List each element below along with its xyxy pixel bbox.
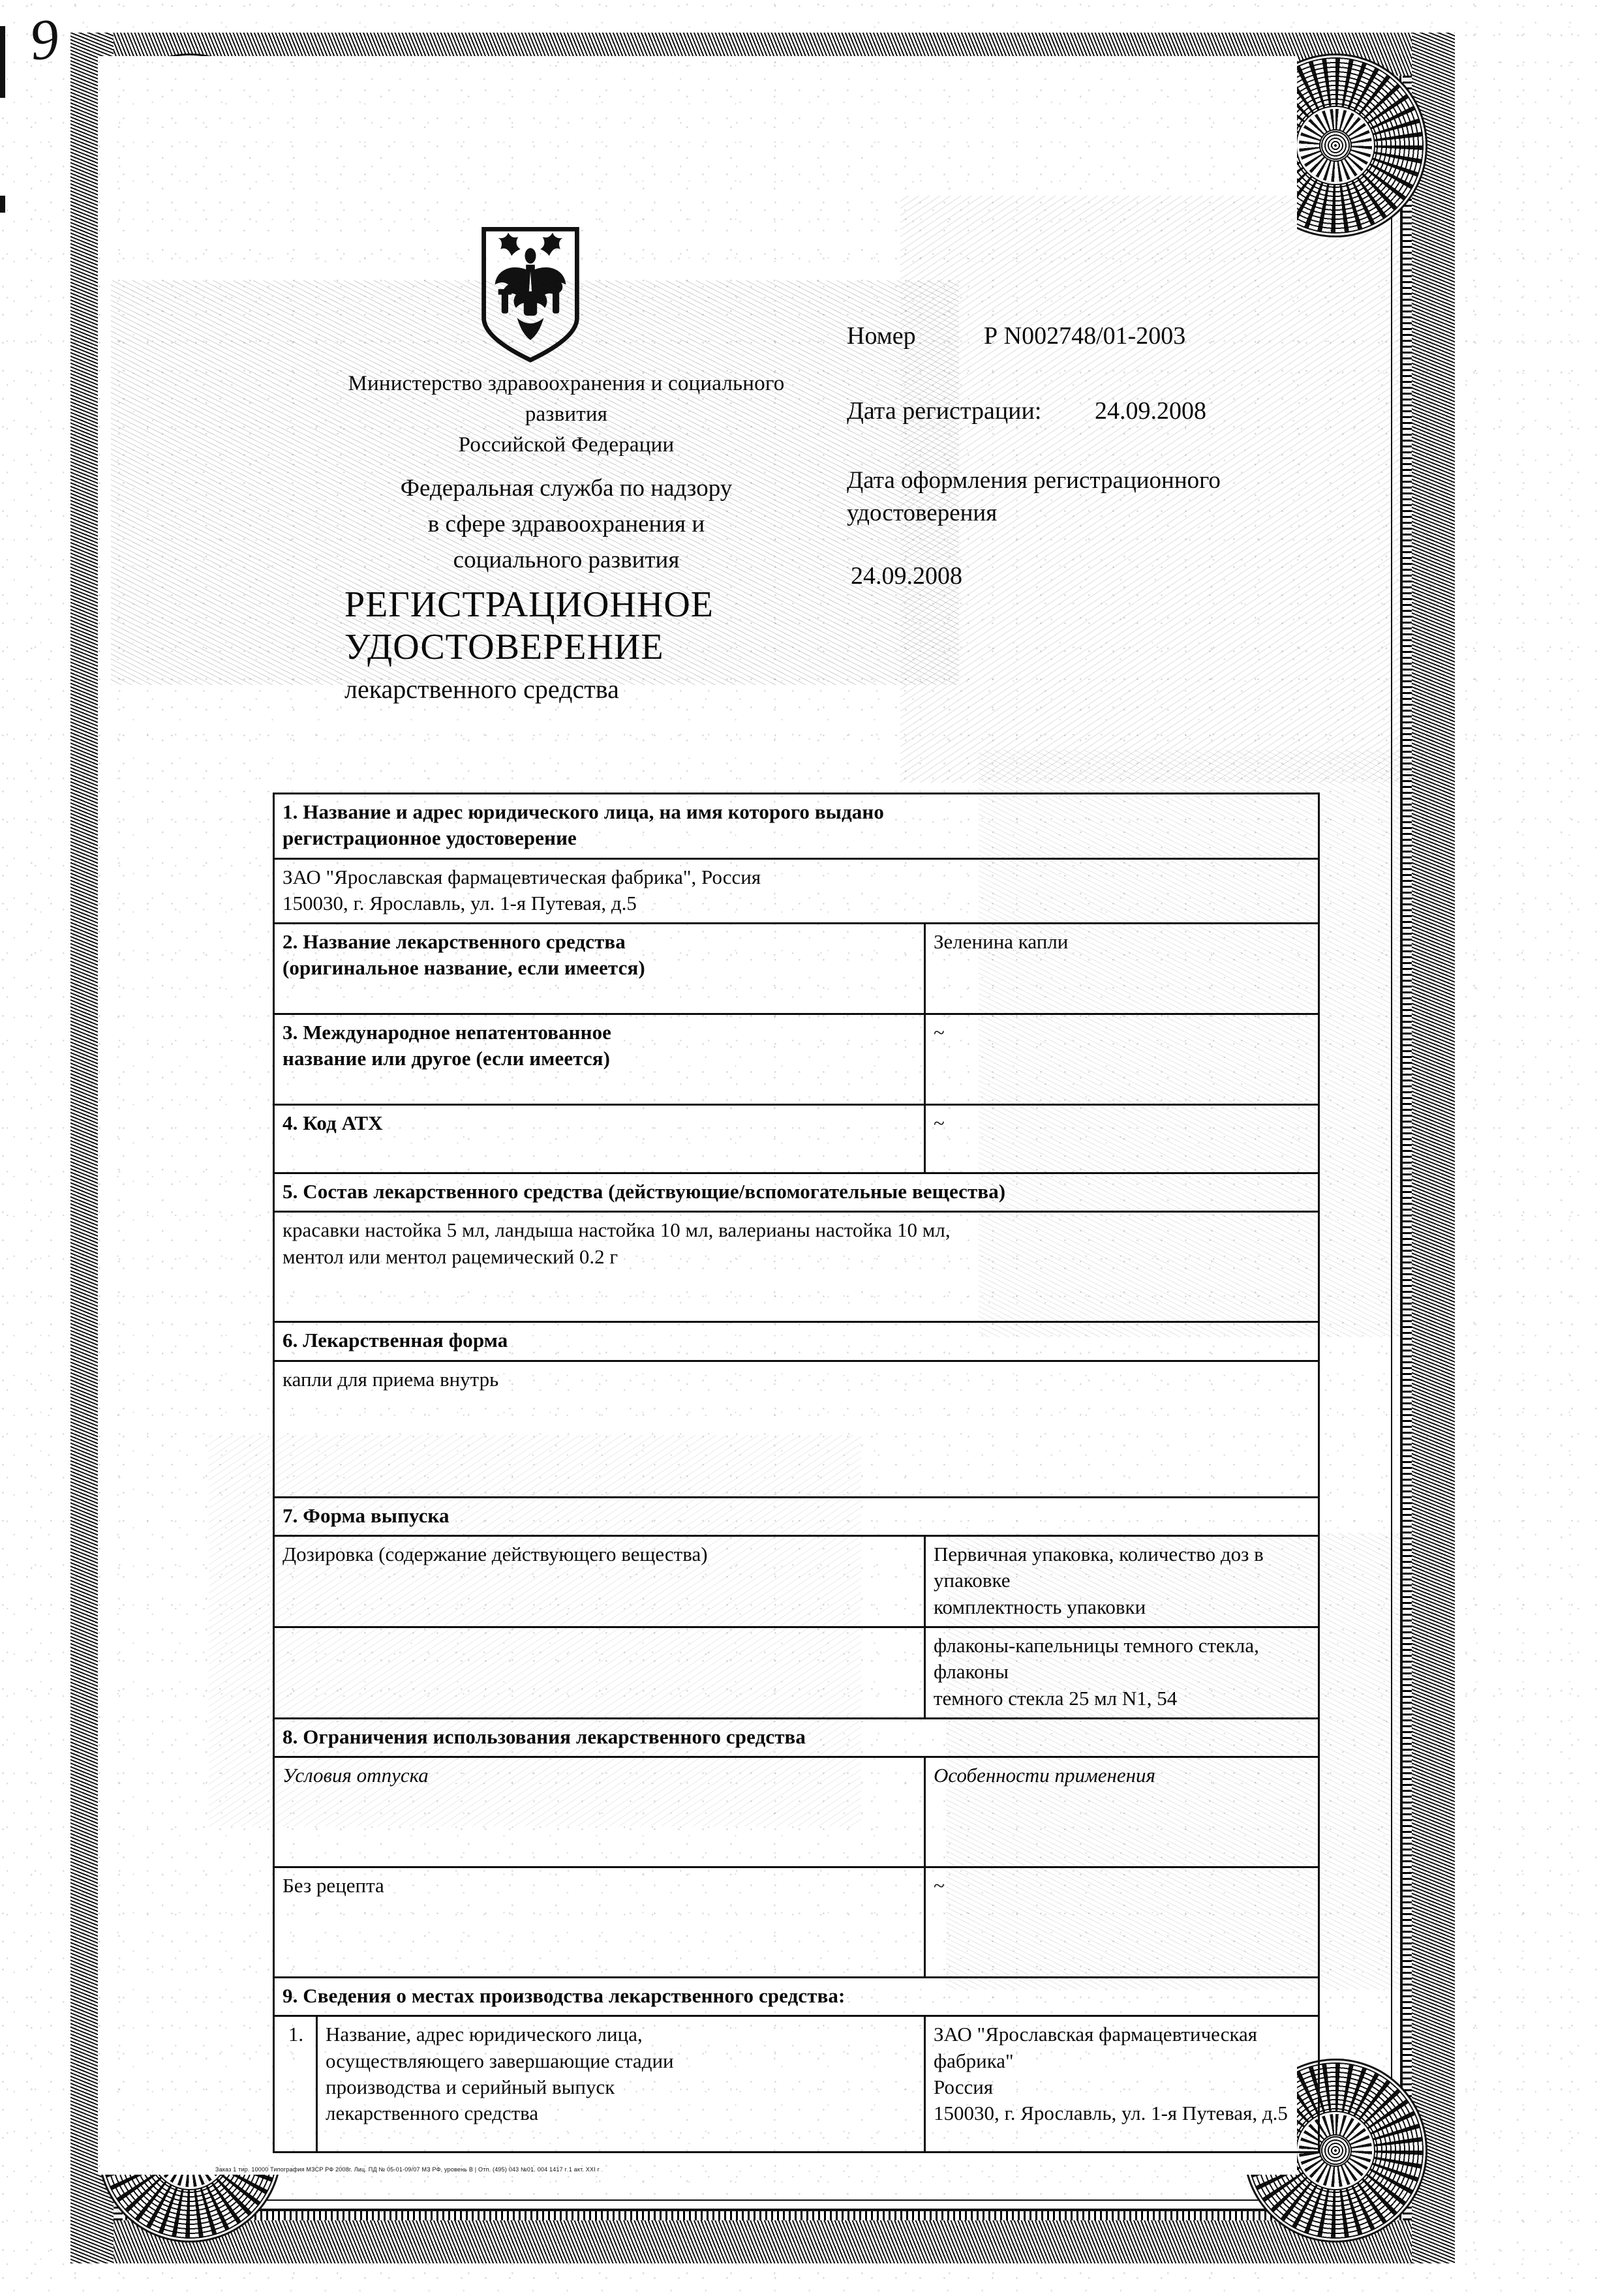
- document-title-line-2: УДОСТОВЕРЕНИЕ: [344, 626, 664, 667]
- section-9-description-line-2: осуществляющего завершающие стадии: [326, 2049, 674, 2072]
- section-5-title: 5. Состав лекарственного средства (действующие/вспомогательные вещества): [274, 1173, 1319, 1212]
- section-5-value: [274, 1212, 1319, 1322]
- table-row-section-8-headers: [274, 1757, 1319, 1867]
- section-3-title-line-1: 3. Международное непатентованное: [282, 1021, 612, 1044]
- table-row-section-1-title: [274, 794, 1319, 859]
- handwritten-corner-mark: 9: [26, 7, 62, 74]
- table-row-section-5-title: [274, 1173, 1319, 1212]
- section-8-dispensing-header: Условия отпуска: [274, 1757, 925, 1867]
- table-row-section-6-title: [274, 1322, 1319, 1361]
- section-8-usage-header: Особенности применения: [925, 1757, 1319, 1867]
- section-7-packaging-line-1: флаконы-капельницы темного стекла, флаконы: [934, 1633, 1259, 1684]
- section-7-dosage-value: [274, 1627, 925, 1718]
- section-9-manufacturer-line-2: Россия: [934, 2076, 994, 2099]
- section-2-value: Зеленина капли: [925, 924, 1319, 1014]
- table-row-section-4: [274, 1105, 1319, 1173]
- section-3-title-line-2: название или другое (если имеется): [282, 1047, 611, 1070]
- section-8-title: 8. Ограничения использования лекарственного средства: [274, 1718, 1319, 1757]
- section-3-value: ~: [925, 1014, 1319, 1105]
- section-4-title: 4. Код АТХ: [274, 1105, 925, 1173]
- agency-line-2: в сфере здравоохранения и: [427, 510, 705, 537]
- table-row-section-8-values: [274, 1867, 1319, 1978]
- document-title: [286, 584, 860, 706]
- agency-name: [286, 471, 847, 578]
- section-7-title: 7. Форма выпуска: [274, 1497, 1319, 1535]
- section-6-value: капли для приема внутрь: [274, 1361, 1319, 1497]
- issue-date-value: 24.09.2008: [851, 562, 962, 590]
- section-7-column-2-header-line-1: Первичная упаковка, количество доз в упаковке: [934, 1543, 1264, 1592]
- section-1-value-line-2: 150030, г. Ярославль, ул. 1-я Путевая, д.5: [282, 891, 637, 914]
- table-row-section-7-data: [274, 1627, 1319, 1718]
- registration-date-label: Дата регистрации:: [847, 397, 1042, 425]
- section-1-title-line-2: регистрационное удостоверение: [282, 826, 577, 850]
- section-9-manufacturer-value: [925, 2016, 1319, 2152]
- section-9-description-line-4: лекарственного средства: [326, 2102, 539, 2125]
- section-7-packaging-line-2: темного стекла 25 мл N1, 54: [934, 1686, 1178, 1710]
- section-8-dispensing-value: Без рецепта: [274, 1867, 925, 1978]
- section-5-value-line-2: ментол или ментол рацемический 0.2 г: [282, 1245, 618, 1268]
- table-row-section-7-headers: [274, 1536, 1319, 1627]
- document-title-subtitle: лекарственного средства: [344, 674, 619, 704]
- table-row-section-9-manufacturer: [274, 2016, 1319, 2152]
- registration-date-row: [847, 395, 1356, 428]
- section-7-column-1-header: Дозировка (содержание действующего вещества): [274, 1536, 925, 1627]
- section-9-description-line-1: Название, адрес юридического лица,: [326, 2023, 643, 2046]
- registration-date-value: 24.09.2008: [1095, 397, 1206, 425]
- table-row-section-9-title: [274, 1978, 1319, 2016]
- table-row-section-2: [274, 924, 1319, 1014]
- table-row-section-1-value: [274, 858, 1319, 924]
- printer-imprint: Заказ 1 тир. 10000 Типография МЗСР РФ 2008г. Лиц. ПД № 05-01-09/07 МЗ РФ, уровень В | Отп. (495) 043 №01. 004 1417 г 1 акт. XXI г: [215, 2166, 600, 2173]
- registration-form-table: [273, 793, 1320, 2153]
- agency-line-3: социального развития: [453, 546, 680, 573]
- section-9-row-number: 1.: [274, 2016, 317, 2152]
- section-5-value-line-1: красавки настойка 5 мл, ландыша настойка 10 мл, валерианы настойка 10 мл,: [282, 1218, 951, 1242]
- ministry-line-2: развития: [525, 402, 608, 426]
- section-1-title-line-1: 1. Название и адрес юридического лица, на имя которого выдано: [282, 800, 884, 823]
- table-row-section-5-value: [274, 1212, 1319, 1322]
- issue-date-row: [847, 464, 1356, 594]
- registration-number-value: Р N002748/01-2003: [984, 322, 1186, 350]
- issue-date-label-line-2: удостоверения: [847, 500, 998, 527]
- section-2-title: [274, 924, 925, 1014]
- edge-tick-lower: [0, 196, 5, 213]
- section-1-value: [274, 858, 1319, 924]
- section-7-packaging-value: [925, 1627, 1319, 1718]
- registration-number-label: Номер: [847, 322, 916, 350]
- section-6-title: 6. Лекарственная форма: [274, 1322, 1319, 1361]
- section-7-column-2-header-line-2: комплектность упаковки: [934, 1595, 1146, 1618]
- section-9-manufacturer-line-1: ЗАО "Ярославская фармацевтическая фабрика": [934, 2023, 1258, 2072]
- section-4-value: ~: [925, 1105, 1319, 1173]
- ministry-line-3: Российской Федерации: [458, 432, 675, 457]
- issue-date-label-line-1: Дата оформления регистрационного: [847, 466, 1221, 494]
- section-2-title-line-1: 2. Название лекарственного средства: [282, 930, 626, 954]
- table-row-section-6-value: [274, 1361, 1319, 1497]
- agency-line-1: Федеральная служба по надзору: [400, 475, 733, 502]
- registration-metadata: [847, 320, 1356, 593]
- section-9-manufacturer-line-3: 150030, г. Ярославль, ул. 1-я Путевая, д.5: [934, 2102, 1288, 2125]
- ministry-line-1: Министерство здравоохранения и социального: [348, 372, 785, 395]
- section-2-title-line-2: (оригинальное название, если имеется): [282, 956, 645, 980]
- russian-coat-of-arms-icon: [475, 222, 586, 365]
- ministry-name: [286, 369, 847, 461]
- section-9-title: 9. Сведения о местах производства лекарственного средства:: [274, 1978, 1319, 2016]
- document-content: [70, 33, 1455, 2263]
- section-3-title: [274, 1014, 925, 1105]
- section-1-value-line-1: ЗАО "Ярославская фармацевтическая фабрика", Россия: [282, 865, 761, 888]
- table-row-section-7-title: [274, 1497, 1319, 1535]
- table-row-section-8-title: [274, 1718, 1319, 1757]
- registration-number-row: [847, 320, 1356, 353]
- table-row-section-3: [274, 1014, 1319, 1105]
- edge-tick-upper: [0, 26, 5, 98]
- section-7-column-2-header: [925, 1536, 1319, 1627]
- section-1-title: [274, 794, 1319, 859]
- section-8-usage-value: ~: [925, 1867, 1319, 1978]
- section-9-description: [317, 2016, 925, 2152]
- document-title-line-1: РЕГИСТРАЦИОННОЕ: [344, 584, 714, 625]
- section-9-description-line-3: производства и серийный выпуск: [326, 2076, 615, 2099]
